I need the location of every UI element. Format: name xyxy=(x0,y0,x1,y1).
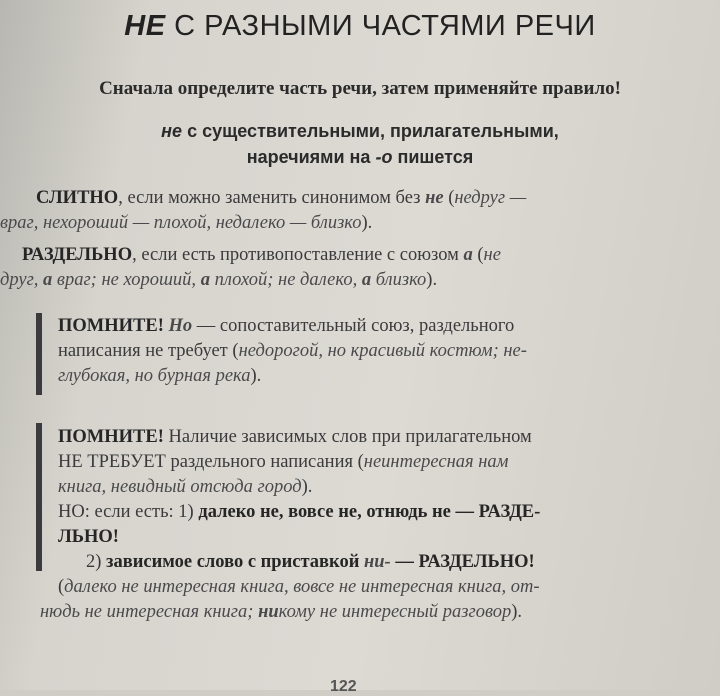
razdelno-example-ne: не xyxy=(483,245,501,265)
rule-line1: с существительными, прилагательными, xyxy=(182,121,559,141)
razdelno-open: ( xyxy=(472,245,484,265)
remember-2-num2: 2) xyxy=(86,552,107,572)
remember-2-close2: ). xyxy=(301,477,313,497)
remember-1-example-1: недорогой, но красивый костюм; не- xyxy=(238,341,527,361)
rule-ne: не xyxy=(161,121,183,141)
razdelno-example-bliz: близко xyxy=(371,270,427,290)
razdelno-example-ploh: плохой; не далеко, xyxy=(209,270,362,290)
title-rest: С РАЗНЫМИ ЧАСТЯМИ РЕЧИ xyxy=(165,10,596,42)
remember-2-example-4a: нюдь не интересная книга; xyxy=(40,602,259,622)
remember-2-example-3: далеко не интересная книга, вовсе не интересная книга, от- xyxy=(64,577,540,597)
razdelno-a2: а xyxy=(200,270,210,290)
remember-2-example-2: книга, невидный отсюда город xyxy=(58,477,302,497)
remember-1-label: ПОМНИТЕ! xyxy=(58,316,164,336)
razdelno-label: РАЗДЕЛЬНО xyxy=(22,245,133,265)
remember-2-bar xyxy=(36,423,42,571)
remember-1-text1: — сопоставительный союз, раздельного xyxy=(192,316,515,336)
remember-2-dash2: — xyxy=(390,552,419,572)
remember-1-close: ). xyxy=(250,366,262,386)
remember-2-condition-2: зависимое слово с приставкой xyxy=(106,552,364,572)
razdelno-a1: а xyxy=(43,270,53,290)
razdelno-a3: а xyxy=(361,270,372,290)
remember-2-lno: ЛЬНО! xyxy=(58,527,119,547)
remember-2-text2: НЕ ТРЕБУЕТ раздельного написания ( xyxy=(58,452,364,472)
remember-2-but: НО: если есть: 1) xyxy=(58,502,199,522)
remember-2-ni: ни- xyxy=(363,552,391,572)
remember-2-condition-1: далеко не, вовсе не, отнюдь не xyxy=(198,502,451,522)
remember-2-dash1: — xyxy=(450,502,479,522)
page-title xyxy=(0,10,720,43)
razdelno-example-vrag: враг; не хороший, xyxy=(52,270,201,290)
razdelno-close: ). xyxy=(426,270,438,290)
slitno-ne: не xyxy=(425,188,444,208)
slitno-text: , если можно заменить синонимом без xyxy=(118,188,426,208)
remember-2-example-4ni: ни xyxy=(258,602,279,622)
slitno-label: СЛИТНО xyxy=(36,188,119,208)
rule-suffix: -о xyxy=(375,147,393,167)
remember-2-razdelno: РАЗДЕЛЬНО! xyxy=(418,552,535,572)
remember-2-razde: РАЗДЕ- xyxy=(478,502,541,522)
remember-2-paragraph: ПОМНИТЕ! Наличие зависимых слов при прилагательном НЕ ТРЕБУЕТ раздельного написания (неинтересная нам книга, невидный отсюда город). НО: если есть: 1) далеко не, вовсе не, отнюдь не — РАЗДЕ- ЛЬНО! 2) зависимое слово с приставкой ни- — РАЗДЕЛЬНО! (далеко не интересная книга, вовсе не интересная книга, от- нюдь не интересная книга; никому не интересный разговор). xyxy=(40,427,541,622)
razdelno-a: а xyxy=(463,245,473,265)
remember-2-label: ПОМНИТЕ! xyxy=(58,427,164,447)
razdelno-text: , если есть противопоставление с союзом xyxy=(132,245,464,265)
razdelno-paragraph xyxy=(0,243,702,293)
remember-1-bar xyxy=(36,313,42,395)
slitno-example-2: враг, нехороший — плохой, недалеко — близко xyxy=(0,213,362,233)
remember-1-text2: написания не требует ( xyxy=(58,341,239,361)
remember-1-no: Но xyxy=(168,316,193,336)
remember-1-paragraph xyxy=(58,314,708,389)
remember-2-close3: ). xyxy=(511,602,523,622)
slitno-paragraph xyxy=(0,186,696,236)
subtitle: Сначала определите часть речи, затем применяйте правило! xyxy=(99,78,621,99)
page-number: 122 xyxy=(330,678,357,695)
remember-2-example-1: неинтересная нам xyxy=(363,452,509,472)
rule-heading xyxy=(0,118,720,170)
rule-line2-post: пишется xyxy=(392,147,474,167)
slitno-example-1: недруг — xyxy=(454,188,527,208)
razdelno-example-drug: друг, xyxy=(0,270,44,290)
remember-2-text1: Наличие зависимых слов при прилагательном xyxy=(163,427,532,447)
slitno-open: ( xyxy=(443,188,455,208)
remember-1-example-2: глубокая, но бурная река xyxy=(58,366,251,386)
remember-2-example-4b: кому не интересный разговор xyxy=(278,602,512,622)
title-bold: НЕ xyxy=(124,10,166,42)
rule-line2-pre: наречиями на xyxy=(246,147,376,167)
slitno-close: ). xyxy=(361,213,373,233)
